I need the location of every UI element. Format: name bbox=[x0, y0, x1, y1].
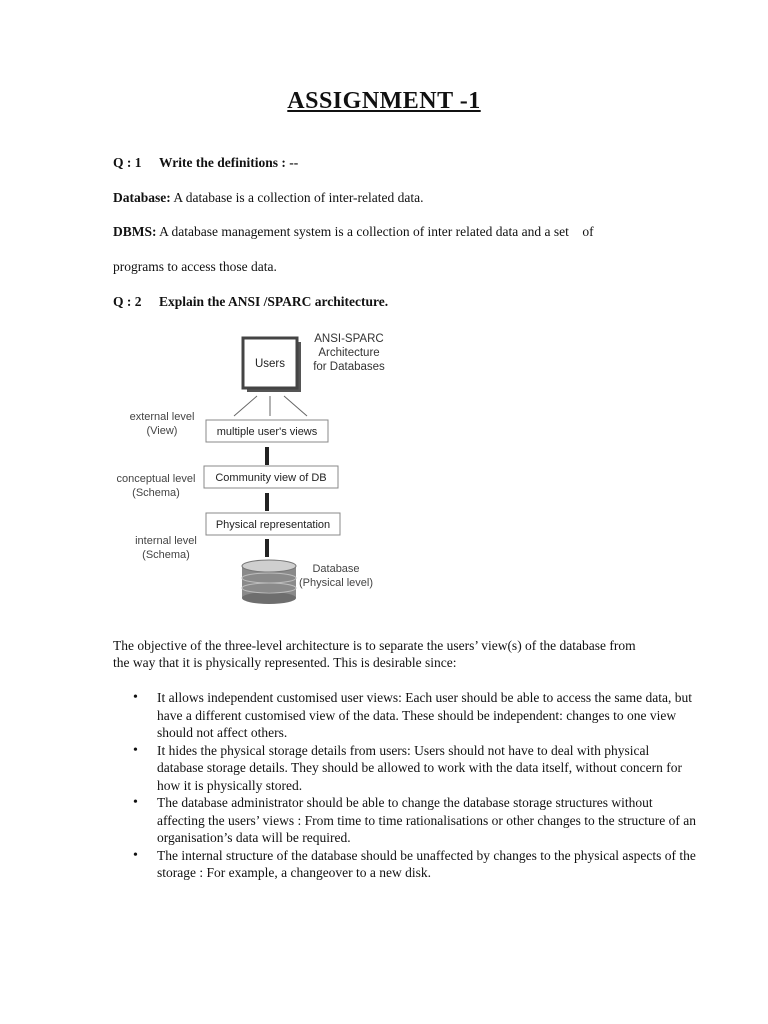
dbms-term: DBMS: bbox=[113, 224, 157, 239]
database-cylinder-icon bbox=[242, 560, 296, 604]
list-item: • It hides the physical storage details from users: Users should not have to deal with physical database storage details. They should be allowed to work with the data itself, without concern for how it is physically stored. bbox=[157, 742, 697, 795]
internal-level-label: internal level bbox=[135, 535, 197, 547]
conceptual-level-label: conceptual level bbox=[116, 473, 196, 485]
ansi-sparc-diagram bbox=[100, 320, 420, 610]
database-text: A database is a collection of inter-related data. bbox=[173, 190, 424, 205]
database-label: Database bbox=[312, 563, 360, 575]
database-definition bbox=[113, 190, 424, 206]
database-term: Database: bbox=[113, 190, 171, 205]
question-1-text: Write the definitions bbox=[159, 155, 278, 170]
dbms-definition bbox=[113, 224, 594, 240]
external-level-sub: (View) bbox=[146, 425, 178, 437]
connector-3 bbox=[265, 539, 269, 557]
list-item: • The internal structure of the database should be unaffected by changes to the physical aspects of the storage : For example, a changeover to a new disk. bbox=[157, 847, 697, 882]
question-1 bbox=[113, 155, 298, 171]
objective-paragraph: The objective of the three-level architecture is to separate the users’ view(s) of the database from the way that it is physically represented. This is desirable since: bbox=[113, 638, 636, 670]
dbms-continuation: programs to access those data. bbox=[113, 259, 277, 274]
question-1-label: Q : 1 bbox=[113, 155, 142, 170]
diagram-caption-1: ANSI-SPARC bbox=[314, 333, 384, 345]
question-1-suffix: : -- bbox=[278, 155, 299, 170]
question-2 bbox=[113, 294, 388, 310]
connector-1 bbox=[265, 447, 269, 465]
database-sub: (Physical level) bbox=[299, 577, 373, 589]
external-level-box-label: multiple user's views bbox=[216, 426, 318, 438]
list-item: • The database administrator should be able to change the database storage structures without affecting the users’ views : From time to time rationalisations or other changes to the structure of an organisation’s data will be required. bbox=[157, 794, 697, 847]
connector-2 bbox=[265, 493, 269, 511]
internal-level-sub: (Schema) bbox=[142, 549, 190, 561]
user-link-right bbox=[284, 396, 307, 416]
dbms-text: A database management system is a collection of inter related data and a set of bbox=[159, 224, 594, 239]
diagram-caption-2: Architecture bbox=[318, 347, 380, 359]
question-2-label: Q : 2 bbox=[113, 294, 142, 309]
user-link-left bbox=[234, 396, 257, 416]
question-2-text: Explain the ANSI /SPARC architecture. bbox=[159, 294, 389, 309]
conceptual-level-sub: (Schema) bbox=[132, 487, 180, 499]
users-label: Users bbox=[254, 358, 286, 370]
list-item: • It allows independent customised user views: Each user should be able to access the same data, but have a different customised view of the data. These should be independent: changes to one view should not affect others. bbox=[157, 689, 697, 742]
external-level-label: external level bbox=[129, 411, 195, 423]
reasons-list bbox=[113, 689, 697, 882]
page-title: ASSIGNMENT -1 bbox=[287, 88, 481, 114]
internal-level-box-label: Physical representation bbox=[215, 519, 331, 531]
conceptual-level-box-label: Community view of DB bbox=[215, 472, 327, 484]
diagram-caption-3: for Databases bbox=[313, 361, 385, 373]
